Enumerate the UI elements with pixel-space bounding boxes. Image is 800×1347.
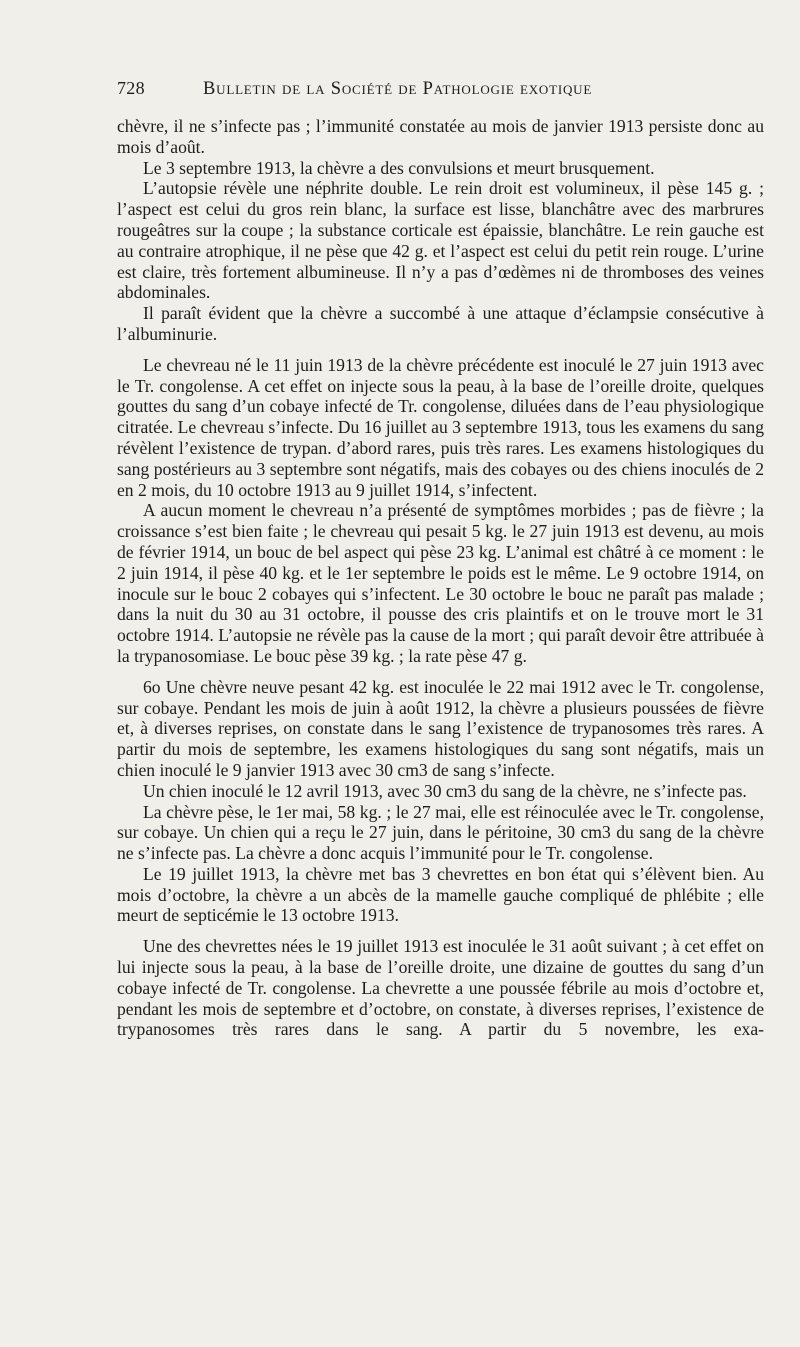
paragraph: Le chevreau né le 11 juin 1913 de la chèvre précédente est inoculé le 27 juin 1913 avec le Tr. congolense. A cet effet on injecte sous la peau, à la base de l’oreille droite, quelques gouttes du sang d’un cobaye infecté de Tr. congolense, diluées dans de l’eau physiologique citratée. Le chevreau s’infecte. Du 16 juillet au 3 septembre 1913, tous les examens du sang révèlent l’existence de trypan. d’abord rares, puis très rares. Les examens histologiques du sang postérieurs au 3 septembre sont négatifs, mais des cobayes ou des chiens inoculés de 2 en 2 mois, du 10 octobre 1913 au 9 juillet 1914, s’infectent. <box>117 354 764 500</box>
paragraph: A aucun moment le chevreau n’a présenté de symptômes morbides ; pas de fièvre ; la croissance s’est bien faite ; le chevreau qui pesait 5 kg. le 27 juin 1913 est devenu, au mois de février 1914, un bouc de bel aspect qui pèse 23 kg. L’animal est châtré à ce moment : le 2 juin 1914, il pèse 40 kg. et le 1er septembre le poids est le même. Le 9 octobre 1914, on inocule sur le bouc 2 cobayes qui s’infectent. Le 30 octobre le bouc ne paraît pas malade ; dans la nuit du 30 au 31 octobre, il pousse des cris plaintifs et on le trouve mort le 31 octobre 1914. L’autopsie ne révèle pas la cause de la mort ; qui paraît devoir être attribuée à la trypanosomiase. Le bouc pèse 39 kg. ; la rate pèse 47 g. <box>117 500 764 666</box>
paragraph: Un chien inoculé le 12 avril 1913, avec 30 cm3 du sang de la chèvre, ne s’infecte pas. <box>143 780 747 801</box>
page-number: 728 <box>117 78 145 98</box>
body-text <box>117 116 764 1040</box>
paragraph: Le 3 septembre 1913, la chèvre a des convulsions et meurt brusquement. <box>143 157 655 178</box>
paragraph: La chèvre pèse, le 1er mai, 58 kg. ; le 27 mai, elle est réinoculée avec le Tr. congolense, sur cobaye. Un chien qui a reçu le 27 juin, dans le péritoine, 30 cm3 du sang de la chèvre ne s’infecte pas. La chèvre a donc acquis l’immunité pour le Tr. congolense. <box>117 801 764 864</box>
paragraph: Le 19 juillet 1913, la chèvre met bas 3 chevrettes en bon état qui s’élèvent bien. Au mois d’octobre, la chèvre a un abcès de la mamelle gauche compliqué de phlébite ; elle meurt de septicémie le 13 octobre 1913. <box>117 863 764 926</box>
paragraph: L’autopsie révèle une néphrite double. Le rein droit est volumineux, il pèse 145 g. ; l’aspect est celui du gros rein blanc, la surface est lisse, blanchâtre avec des marbrures rougeâtres sur la coupe ; la substance corticale est épaissie, blanchâtre. Le rein gauche est au contraire atrophique, il ne pèse que 42 g. et l’aspect est celui du petit rein rouge. L’urine est claire, très fortement albumineuse. Il n’y a pas d’œdèmes ni de thromboses des veines abdominales. <box>117 178 764 303</box>
page-header <box>117 78 764 100</box>
running-title: Bulletin de la Société de Pathologie exotique <box>203 79 593 99</box>
paragraph: chèvre, il ne s’infecte pas ; l’immunité constatée au mois de janvier 1913 persiste donc au mois d’août. <box>117 116 764 157</box>
paragraph: Une des chevrettes nées le 19 juillet 1913 est inoculée le 31 août suivant ; à cet effet on lui injecte sous la peau, à la base de l’oreille droite, une dizaine de gouttes du sang d’un cobaye infecté de Tr. congolense. La chevrette a une poussée fébrile au mois d’octobre et, pendant les mois de septembre et d’octobre, on constate, à diverses reprises, l’existence de trypanosomes très rares dans le sang. A partir du 5 novembre, les exa- <box>117 936 764 1040</box>
paragraph: 6o Une chèvre neuve pesant 42 kg. est inoculée le 22 mai 1912 avec le Tr. congolense, sur cobaye. Pendant les mois de juin à août 1912, la chèvre a plusieurs poussées de fièvre et, à diverses reprises, on constate dans le sang l’existence de trypanosomes très rares. A partir du mois de septembre, les examens histologiques du sang sont négatifs, mais un chien inoculé le 9 janvier 1913 avec 30 cm3 de sang s’infecte. <box>117 676 764 780</box>
paragraph: Il paraît évident que la chèvre a succombé à une attaque d’éclampsie consécutive à l’albuminurie. <box>117 303 764 344</box>
